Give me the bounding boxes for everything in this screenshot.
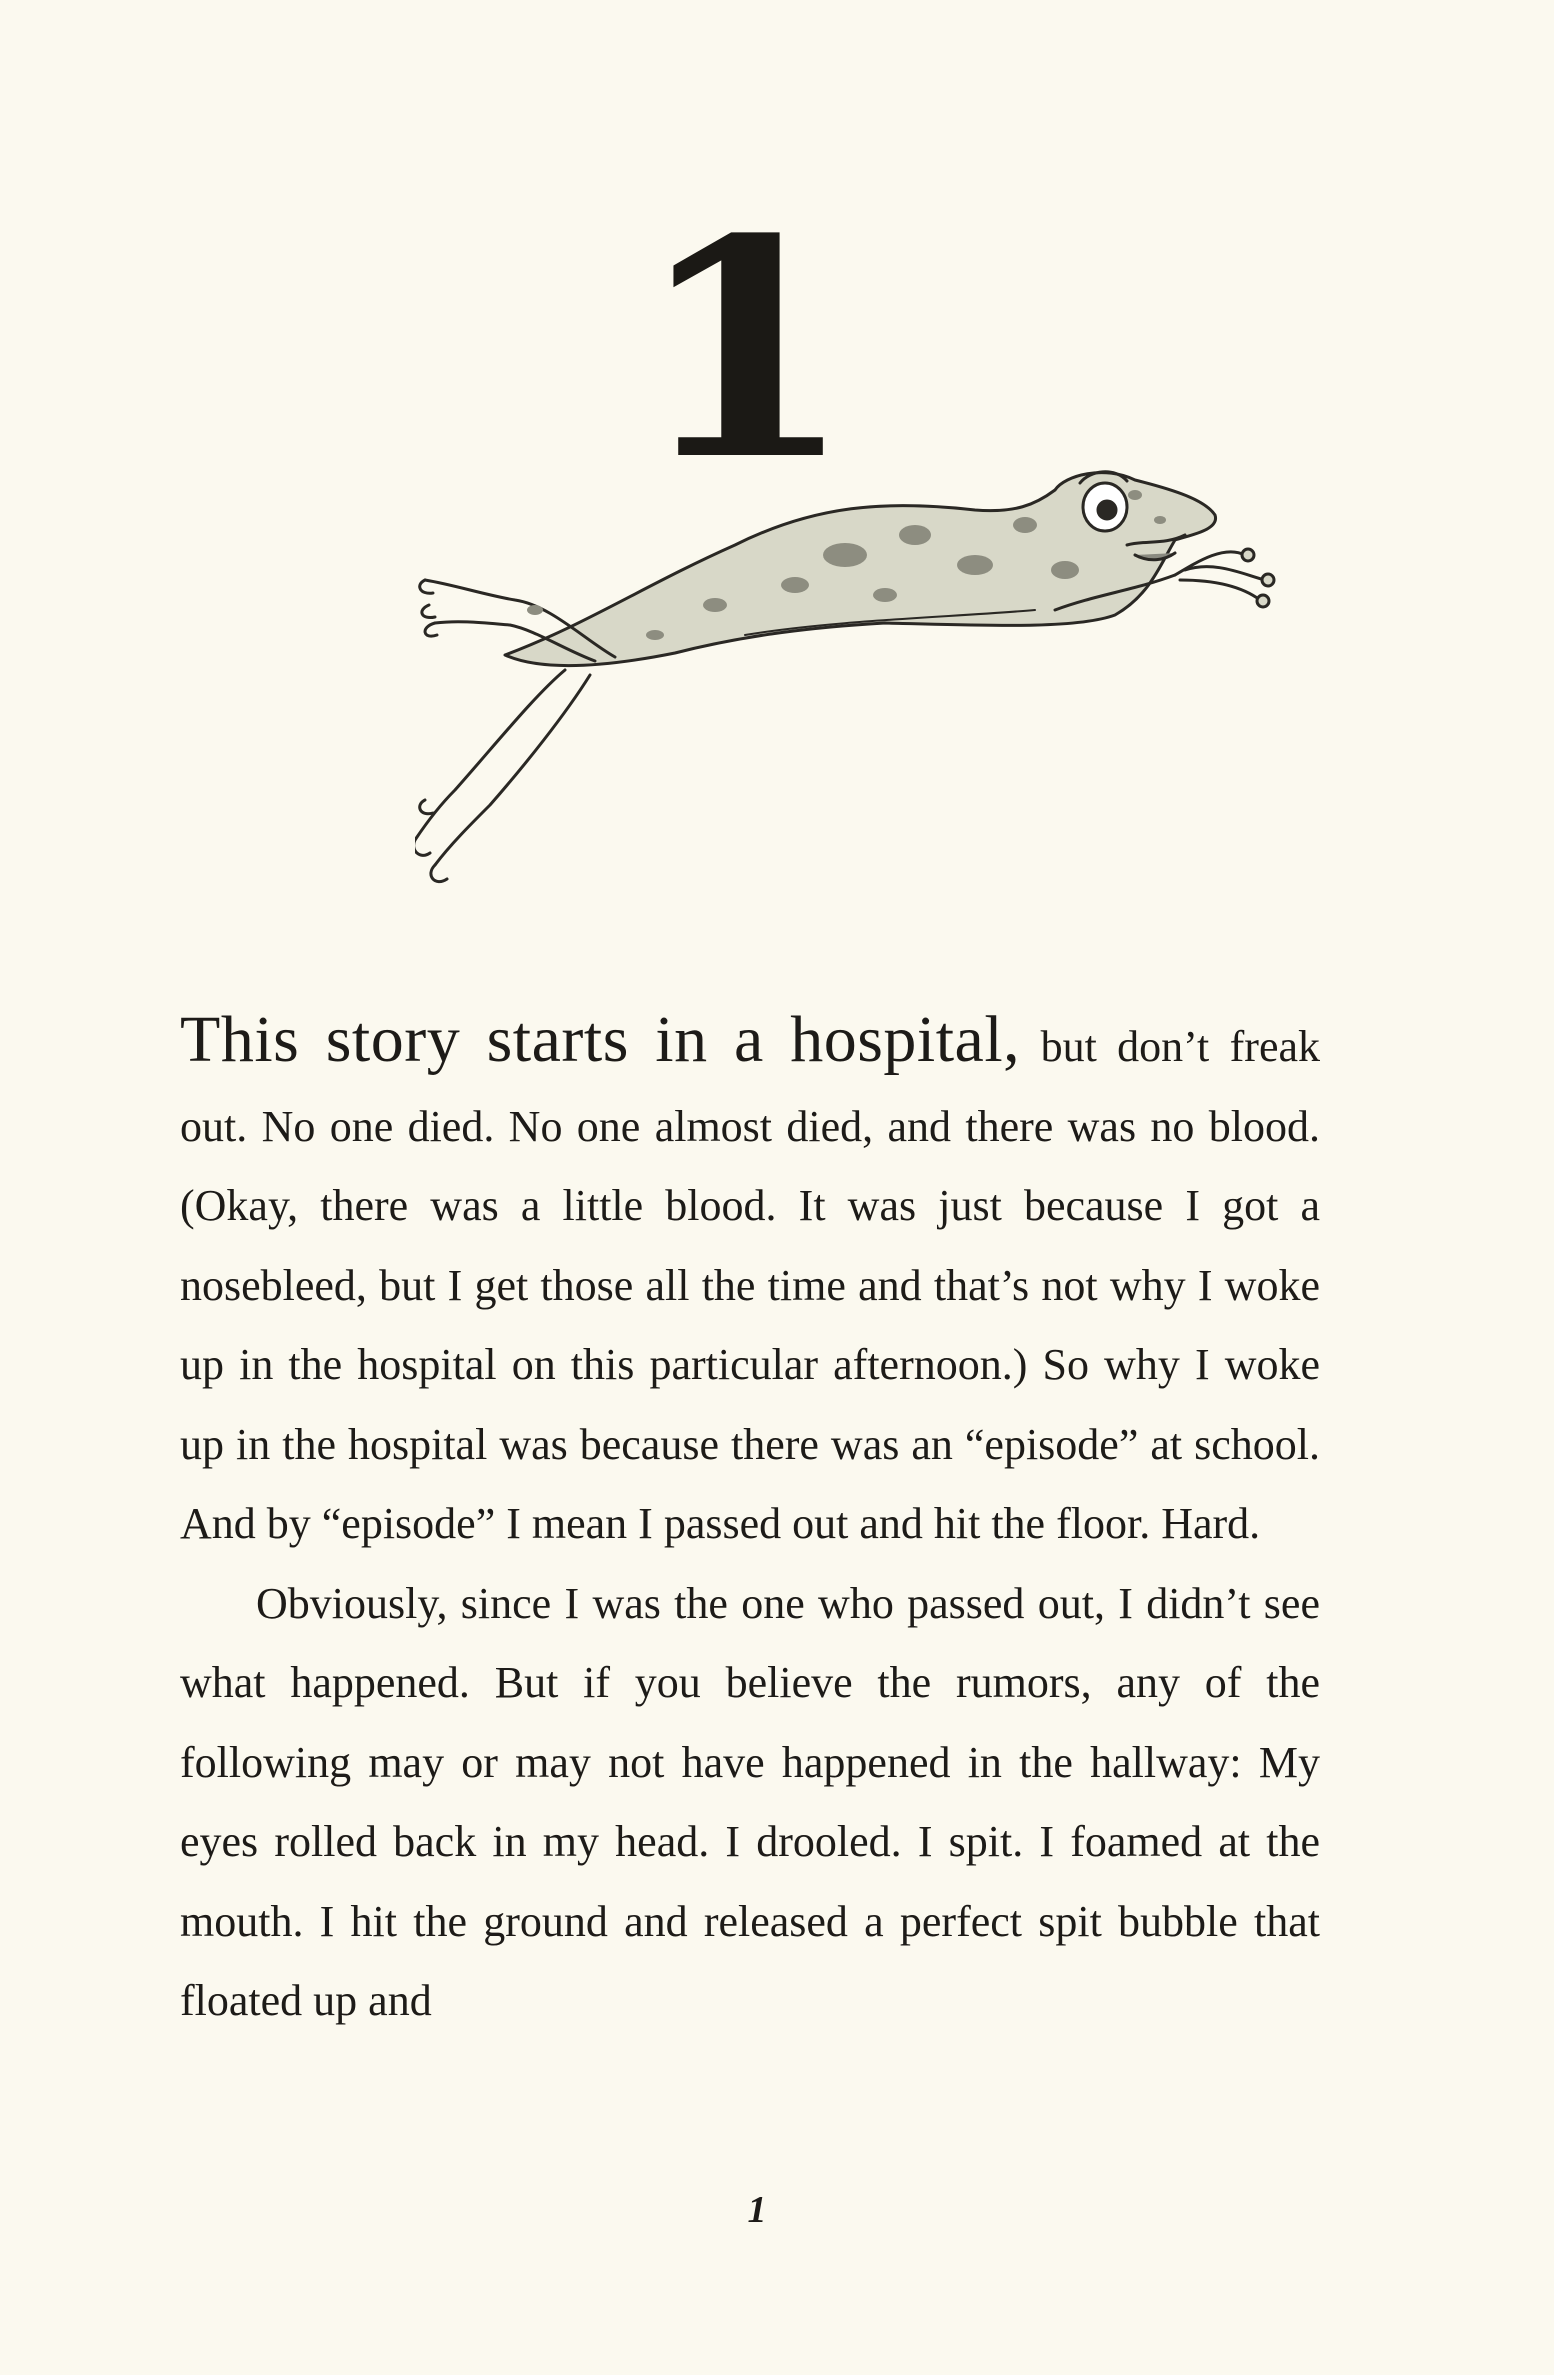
page-number: 1 (747, 2189, 767, 2231)
leaping-frog-icon (415, 395, 1375, 925)
paragraph-2: Obviously, since I was the one who passed out, I didn’t see what happened. But if you believe the rumors, any of the following may or may not have happened in the hallway: My eyes rolled back in my head. I drooled. I spit. I foamed at the mouth. I hit the ground and released a perfect spit bubble that floated up and (180, 1578, 1320, 2025)
lead-in: This story starts in a hospital, (180, 1003, 1021, 1076)
chapter-number: 1 (635, 173, 855, 526)
paragraph-1-text: but don’t freak out. No one died. No one almost died, and there was no blood. (Okay, there was a little blood. It was just because I got a nosebleed, but I get those all the time and that’s not why I woke up in the hospital on this particular afternoon.) So why I woke up in the hospital was because there was an “episode” at school. And by “episode” I mean I passed out and hit the floor. Hard. (180, 1022, 1320, 1548)
story-text (180, 1000, 1320, 2041)
paragraph-1 (180, 1000, 1320, 1564)
